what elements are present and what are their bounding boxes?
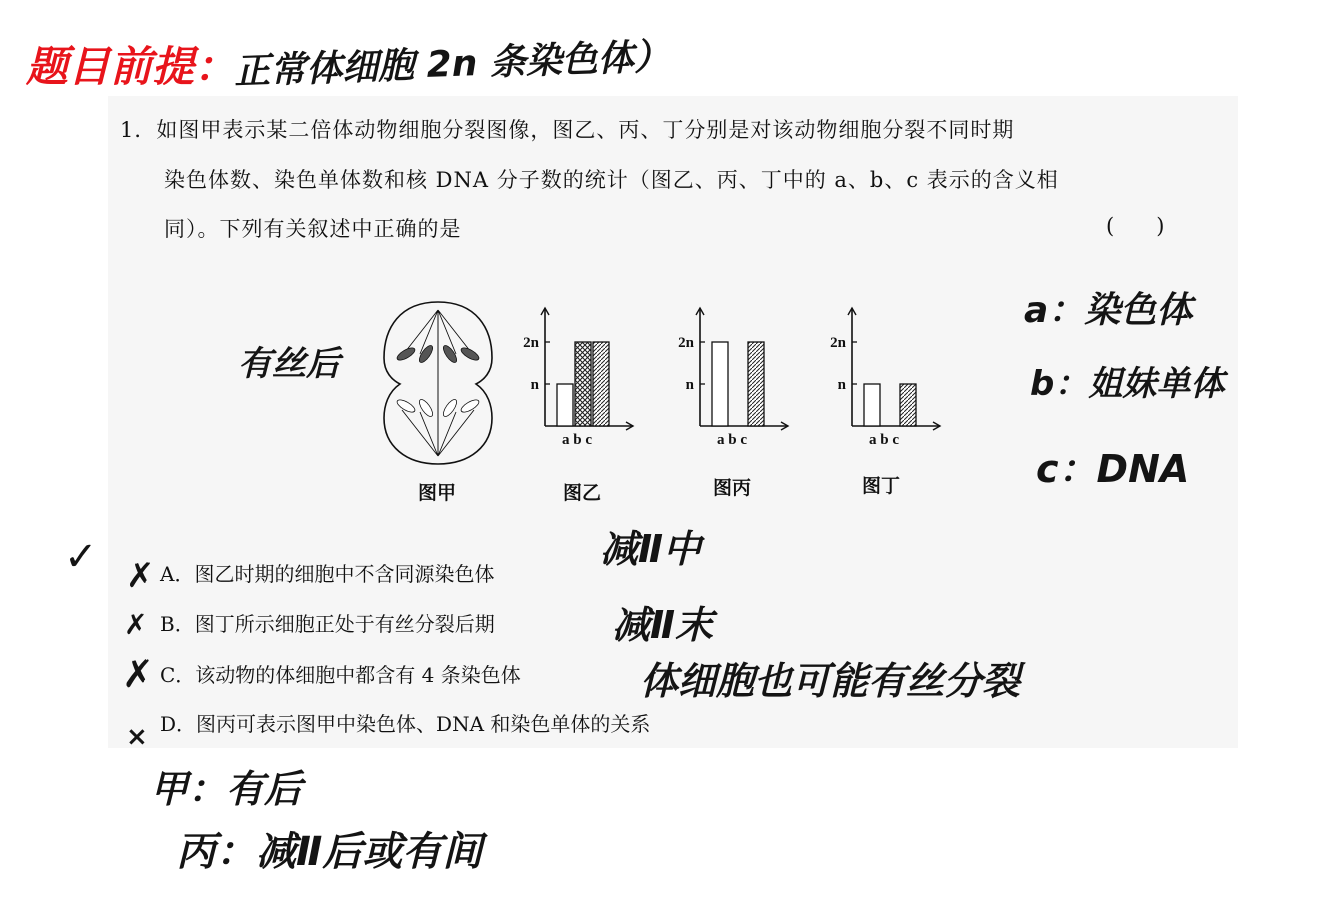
question-line-2: 染色体数、染色单体数和核 DNA 分子数的统计（图乙、丙、丁中的 a、b、c 表示的含义相: [164, 168, 1059, 192]
bar-a: [712, 342, 728, 426]
cross-mark-b-icon: ✗: [124, 608, 148, 641]
caption-jia: 图甲: [418, 482, 457, 504]
caption-ding: 图丁: [862, 475, 901, 497]
option-d: D．图丙可表示图甲中染色体、DNA 和染色单体的关系: [160, 712, 651, 736]
chart-ding: [812, 300, 972, 460]
bar-c: [593, 342, 609, 426]
note-jia-stage: 有丝后: [238, 344, 340, 384]
note-bottom-jia: 甲：有后: [150, 767, 303, 811]
option-a: A．图乙时期的细胞中不含同源染色体: [160, 562, 495, 586]
legend-a: a：染色体: [1024, 290, 1193, 331]
y-tick-label: 2n: [523, 335, 539, 351]
note-bottom-bing: 丙：减Ⅱ后或有间: [176, 829, 483, 875]
cross-mark-c-icon: ✗: [122, 652, 154, 696]
chart-yi: [505, 300, 665, 460]
note-option-a: 减Ⅱ中: [600, 527, 702, 571]
x-axis-labels: a b c: [717, 432, 747, 448]
caption-yi: 图乙: [563, 482, 602, 504]
x-axis-labels: a b c: [869, 432, 899, 448]
bar-c: [900, 384, 916, 426]
option-b: B．图丁所示细胞正处于有丝分裂后期: [160, 612, 495, 636]
premise-label: 题目前提：: [26, 42, 237, 91]
bar-a: [557, 384, 573, 426]
question-line-3: 同）。下列有关叙述中正确的是: [164, 217, 462, 241]
cross-mark-a-icon: ✗: [126, 556, 155, 596]
x-axis-labels: a b c: [562, 432, 592, 448]
y-tick-label: n: [837, 377, 846, 393]
figure-jia-cell-diagram: [380, 298, 496, 468]
bar-b: [575, 342, 591, 426]
question-line-1: 1．如图甲表示某二倍体动物细胞分裂图像，图乙、丙、丁分别是对该动物细胞分裂不同时期: [120, 118, 1015, 142]
legend-b: b：姐妹单体: [1030, 364, 1225, 404]
chart-bing: [660, 300, 820, 460]
checkmark-icon: ✓: [64, 534, 98, 580]
cross-mark-d-icon: ×: [126, 722, 148, 752]
bar-a: [864, 384, 880, 426]
y-tick-label: n: [530, 377, 539, 393]
y-tick-label: n: [685, 377, 694, 393]
legend-c: c：DNA: [1036, 447, 1190, 491]
note-option-c: 体细胞也可能有丝分裂: [640, 659, 1021, 703]
y-tick-label: 2n: [830, 335, 846, 351]
answer-bracket: ( ): [1106, 214, 1165, 238]
caption-bing: 图丙: [713, 477, 752, 499]
y-tick-label: 2n: [678, 335, 694, 351]
note-option-b: 减Ⅱ末: [612, 603, 714, 647]
premise-text: 正常体细胞 2n 条染色体）: [233, 36, 671, 93]
bar-c: [748, 342, 764, 426]
option-c: C．该动物的体细胞中都含有 4 条染色体: [160, 663, 521, 687]
